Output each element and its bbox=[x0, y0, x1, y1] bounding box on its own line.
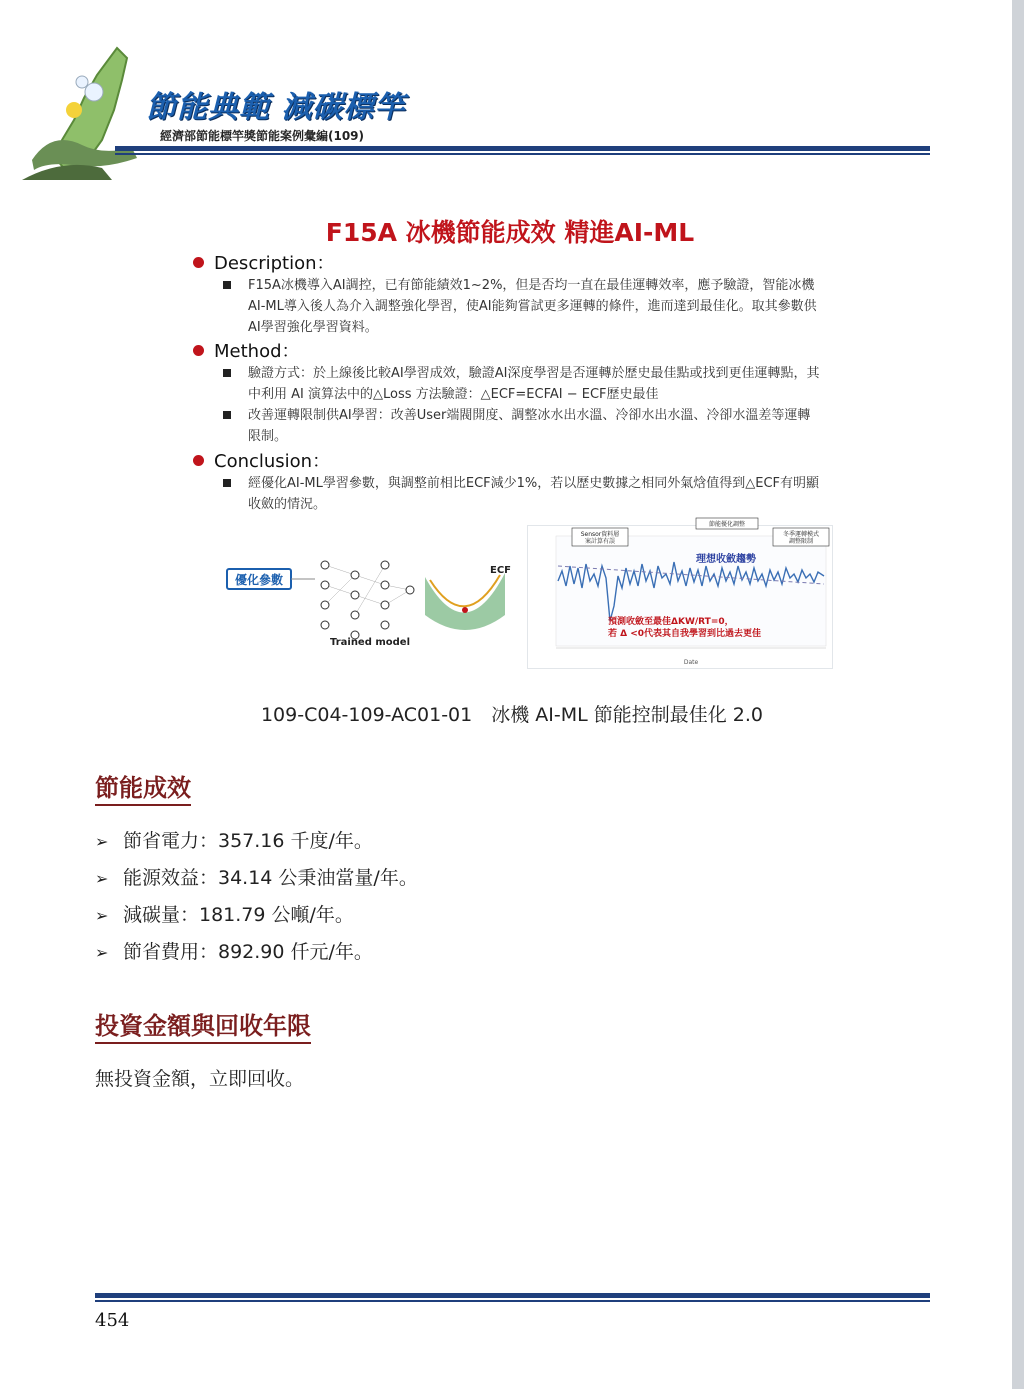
chart-note-1: 預測收斂至最佳ΔKW/RT=0， bbox=[608, 617, 734, 627]
slide-title: F15A 冰機節能成效 精進AI-ML bbox=[325, 218, 695, 247]
square-bullet-icon bbox=[223, 411, 231, 419]
page-number: 454 bbox=[95, 1310, 130, 1331]
section-heading-description: Description： bbox=[193, 249, 335, 275]
result-item: ➢ 節省電力：357.16 千度/年。 bbox=[95, 830, 373, 852]
bullet-description: F15A冰機導入AI調控，已有節能績效1~2%，但是否均一直在最佳運轉效率，應予驗證，智能冰機AI-ML導入後人為介入調整強化學習，使AI能夠嘗試更多運轉的條件，進而達到最佳化。取其參數供AI學習強化學習資料。 bbox=[223, 275, 823, 339]
chart-label-trend: 理想收斂趨勢 bbox=[696, 554, 756, 565]
chart-label-optimize: 節能優化調整 bbox=[708, 521, 746, 528]
chart-note-2: 若 Δ <0代表其自我學習到比過去更佳 bbox=[608, 629, 762, 639]
arrow-bullet-icon: ➢ bbox=[95, 906, 109, 925]
header-rule bbox=[115, 146, 930, 151]
bullet-conclusion: 經優化AI-ML學習參數，與調整前相比ECF減少1%，若以歷史數據之相同外氣焓值得到△ECF有明顯收斂的情況。 bbox=[223, 473, 823, 515]
footer-rule-thin bbox=[95, 1300, 930, 1302]
chart-label-seasonal: 冬季運轉模式 bbox=[782, 531, 820, 538]
svg-text:調整限制: 調整限制 bbox=[788, 538, 814, 545]
ecf-label: ECF bbox=[490, 565, 512, 576]
arrow-bullet-icon: ➢ bbox=[95, 869, 109, 888]
svg-text:案計算有誤: 案計算有誤 bbox=[584, 538, 616, 545]
page-edge bbox=[1012, 0, 1024, 1389]
red-dot-icon bbox=[193, 257, 204, 268]
square-bullet-icon bbox=[223, 281, 231, 289]
chart-label-sensor: Sensor資料層 bbox=[580, 531, 620, 538]
param-box-label: 優化參數 bbox=[234, 573, 284, 587]
header-rule-thin bbox=[115, 153, 930, 155]
header-subtitle: 經濟部節能標竿獎節能案例彙編(109) bbox=[160, 129, 365, 143]
section-heading-conclusion: Conclusion： bbox=[193, 447, 330, 473]
result-item: ➢ 減碳量：181.79 公噸/年。 bbox=[95, 904, 354, 926]
arrow-bullet-icon: ➢ bbox=[95, 943, 109, 962]
result-item: ➢ 節省費用：892.90 仟元/年。 bbox=[95, 941, 373, 963]
bullet-method-1: 驗證方式：於上線後比較AI學習成效，驗證AI深度學習是否運轉於歷史最佳點或找到更佳運轉點，其中利用 AI 演算法中的△Loss 方法驗證：△ECF=ECFAI − ECF歷史最佳 bbox=[223, 363, 823, 405]
slide-image bbox=[185, 205, 835, 675]
investment-heading: 投資金額與回收年限 bbox=[95, 1006, 311, 1044]
section-heading-method: Method： bbox=[193, 337, 300, 363]
square-bullet-icon bbox=[223, 479, 231, 487]
investment-text: 無投資金額，立即回收。 bbox=[95, 1068, 305, 1090]
red-dot-icon bbox=[193, 345, 204, 356]
square-bullet-icon bbox=[223, 369, 231, 377]
bullet-method-2: 改善運轉限制供AI學習：改善User端閥開度、調整冰水出水溫、冷卻水出水溫、冷卻水溫差等運轉限制。 bbox=[223, 405, 823, 447]
figure-caption: 109-C04-109-AC01-01 冰機 AI-ML 節能控制最佳化 2.0 bbox=[260, 704, 764, 726]
results-heading: 節能成效 bbox=[95, 768, 191, 806]
trained-model-label: Trained model bbox=[329, 637, 411, 648]
neural-network-figure bbox=[225, 555, 512, 648]
footer-rule bbox=[95, 1293, 930, 1298]
result-item: ➢ 能源效益：34.14 公秉油當量/年。 bbox=[95, 867, 418, 889]
arrow-bullet-icon: ➢ bbox=[95, 832, 109, 851]
chart-axis-date: Date bbox=[683, 659, 699, 666]
ecf-chart bbox=[527, 521, 833, 669]
header-title: 節能典範 減碳標竿 bbox=[146, 90, 406, 125]
taiwan-logo-icon bbox=[22, 40, 152, 180]
red-dot-icon bbox=[193, 455, 204, 466]
